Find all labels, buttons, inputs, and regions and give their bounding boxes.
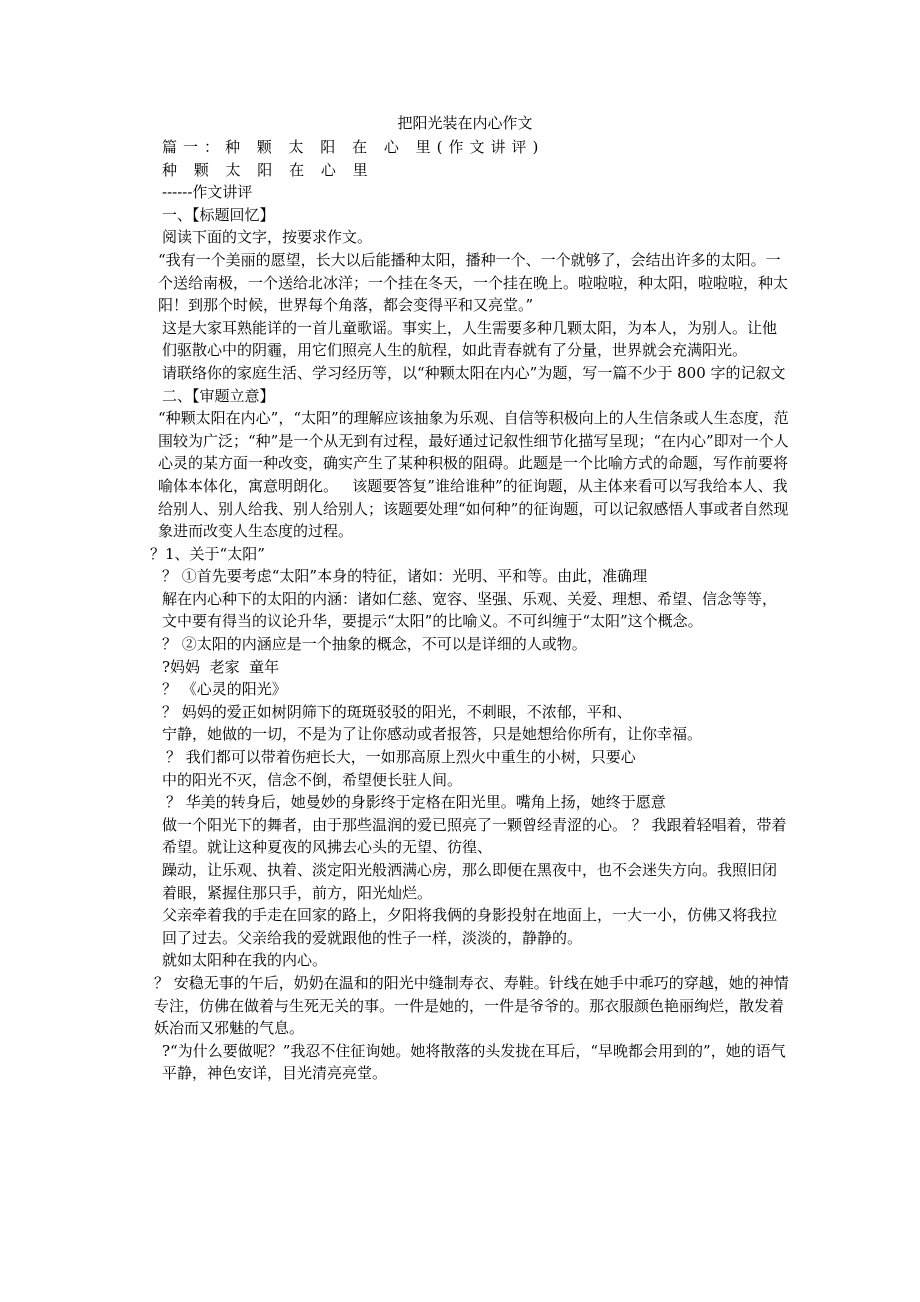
paragraph: 就如太阳种在我的内心。 [162, 951, 328, 970]
paragraph: ？ 华美的转身后，她曼妙的身影终于定格在阳光里。嘴角上扬，她终于愿意 [166, 793, 666, 812]
document-title: 把阳光装在内心作文 [397, 114, 533, 132]
paragraph: 这是大家耳熟能详的一首儿童歌谣。事实上，人生需要多种几颗太阳，为本人，为别人。让他们驱散心中的阴霾，用它们照亮人生的航程，如此青春就有了分量，世界就会充满阳光。 [162, 318, 778, 360]
paragraph-section-two: 二、【审题立意】 [162, 386, 275, 405]
paragraph: 父亲牵着我的手走在回家的路上，夕阳将我俩的身影投射在地面上，一大一小，仿佛又将我拉回了过去。父亲给我的爱就跟他的性子一样，淡淡的，静静的。 [162, 906, 778, 947]
paragraph: ?“为什么要做呢？”我忍不住征询她。她将散落的头发拢在耳后，“早晚都会用到的”，她的语气平静，神色安详，目光清亮亮堂。 [162, 1041, 786, 1083]
paragraph: 请联络你的家庭生活、学习经历等，以“种颗太阳在内心”为题，写一篇不少于 800 字的记叙文 [162, 363, 786, 382]
paragraph: ？ 妈妈的爱正如树阴筛下的斑斑驳驳的阳光，不刺眼，不浓郁，平和、 [162, 702, 632, 721]
paragraph: ？ ①首先要考虑“太阳”本身的特征，诸如：光明、平和等。由此，准确理 [162, 567, 648, 586]
document-page [140, 112, 790, 1085]
paragraph: 中的阳光不灭，信念不倒，希望便长驻人间。 [162, 770, 463, 789]
paragraph-section-one: 一、【标题回忆】 [162, 205, 275, 224]
paragraph: ？1、关于“太阳” [150, 544, 265, 563]
paragraph-lecture: ------作文讲评 [162, 183, 253, 202]
paragraph: 宁静，她做的一切，不是为了让你感动或者报答，只是她想给你所有，让你幸福。 [162, 725, 703, 744]
paragraph: ？ ②太阳的内涵应是一个抽象的概念，不可以是详细的人或物。 [162, 635, 587, 654]
paragraph: 解在内心种下的太阳的内涵：诸如仁慈、宽容、坚强、乐观、关爱、理想、希望、信念等等，文中要有得当的议论升华，要提示“太阳”的比喻义。不可纠缠于“太阳”这个概念。 [162, 589, 778, 631]
paragraph: 阅读下面的文字，按要求作文。 [162, 228, 373, 247]
paragraph: ?妈妈 老家 童年 [162, 657, 280, 676]
paragraph: “种颗太阳在内心”，“太阳”的理解应该抽象为乐观、自信等积极向上的人生信条或人生态度，范围较为广泛；“种”是一个从无到有过程，最好通过记叙性细节化描写呈现；“在内心”即对一个人心灵的某方面一种改变，确实产生了某种积极的阻碍。此题是一个比喻方式的命题，写作前要将喻体本体化，寓意明朗化。 该题要答复”谁给谁种”的征询题，从主体来看可以写我给本人、我给别人、别人给我、别人给别人；该题要处理“如何种”的征询题，可以记叙感悟人事或者自然现象进而改变人生态度的过程。 [158, 409, 789, 541]
paragraph: ？ 安稳无事的午后，奶奶在温和的阳光中缝制寿衣、寿鞋。针线在她手中乖巧的穿越，她的神情专注，仿佛在做着与生死无关的事。一件是她的，一件是爷爷的。那衣服颜色艳丽绚烂，散发着妖冶而又邪魅的气息。 [154, 973, 789, 1038]
paragraph-heading: 种 颗 太 阳 在 心 里 [162, 160, 374, 179]
paragraph: “我有一个美丽的愿望，长大以后能播种太阳，播种一个、一个就够了，会结出许多的太阳。一个送给南极，一个送给北冰洋；一个挂在冬天，一个挂在晚上。啦啦啦，种太阳，啦啦啦，种太阳！到那个时候，世界每个角落，都会变得平和又亮堂。” [158, 250, 789, 315]
paragraph-subtitle: 篇一：种 颗 太 阳 在 心 里(作文讲评) [162, 138, 545, 156]
paragraph: 做一个阳光下的舞者，由于那些温润的爱已照亮了一颗曾经青涩的心。 ？ 我跟着轻唱着，带着希望。就让这种夏夜的风拂去心头的无望、彷徨、 [162, 815, 787, 857]
paragraph: ？ 我们都可以带着伤疤长大，一如那高原上烈火中重生的小树，只要心 [166, 748, 636, 767]
paragraph: ？ 《心灵的阳光》 [162, 680, 287, 699]
paragraph: 躁动，让乐观、执着、淡定阳光般洒满心房，那么即便在黑夜中，也不会迷失方向。我照旧闭着眼，紧握住那只手，前方，阳光灿烂。 [162, 861, 778, 902]
